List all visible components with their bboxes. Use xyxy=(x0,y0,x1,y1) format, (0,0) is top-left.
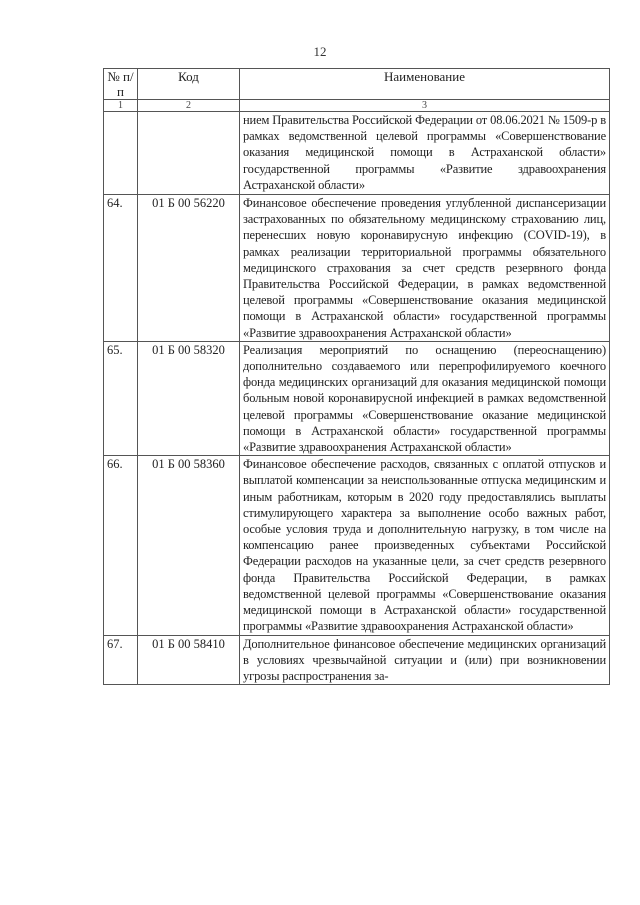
row-name: Финансовое обеспечение проведения углубленной диспансеризации застрахованных по обязательному медицинскому страхованию лиц, перенесших новую коронавирусную инфекцию (COVID-19), в рамках реализации территориальной программы обязательного медицинского страхования за счет средств резервного фонда Правительства Российской Федерации, в рамках ведомственной целевой программы «Совершенствование оказания медицинской помощи в Астраханской области» государственной программы «Развитие здравоохранения Астраханской области» xyxy=(240,195,610,342)
table-row xyxy=(104,456,610,635)
row-code: 01 Б 00 58410 xyxy=(138,635,240,685)
header-num: № п/п xyxy=(104,69,138,100)
column-number: 2 xyxy=(138,100,240,112)
row-num: 65. xyxy=(104,341,138,455)
column-number-row xyxy=(104,100,610,112)
row-code: 01 Б 00 58320 xyxy=(138,341,240,455)
row-num: 64. xyxy=(104,195,138,342)
page-number: 12 xyxy=(313,44,327,59)
budget-code-table xyxy=(103,68,610,685)
column-number: 3 xyxy=(240,100,610,112)
row-num: 66. xyxy=(104,456,138,635)
header-code: Код xyxy=(138,69,240,100)
row-code: 01 Б 00 56220 xyxy=(138,195,240,342)
row-num-empty xyxy=(104,112,138,195)
row-name: Финансовое обеспечение расходов, связанных с оплатой отпусков и выплатой компенсации за неиспользованные отпуска медицинским и иным работникам, которым в 2020 году предоставлялись выплаты стимулирующего характера за выполнение особо важных работ, особые условия труда и дополнительную нагрузку, в том числе на компенсацию ранее произведенных субъектами Российской Федерации расходов на указанные цели, за счет средств резервного фонда Правительства Российской Федерации, в рамках ведомственной целевой программы «Совершенствование оказания медицинской помощи в Астраханской области» государственной программы «Развитие здравоохранения Астраханской области» xyxy=(240,456,610,635)
row-name: нием Правительства Российской Федерации от 08.06.2021 № 1509-р в рамках ведомственной целевой программы «Совершенствование оказания медицинской помощи в Астраханской области» государственной программы «Развитие здравоохранения Астраханской области» xyxy=(240,112,610,195)
table-row xyxy=(104,195,610,342)
row-num: 67. xyxy=(104,635,138,685)
table-row xyxy=(104,635,610,685)
table-header-row xyxy=(104,69,610,100)
row-code-empty xyxy=(138,112,240,195)
row-code: 01 Б 00 58360 xyxy=(138,456,240,635)
table-row xyxy=(104,341,610,455)
column-number: 1 xyxy=(104,100,138,112)
header-name: Наименование xyxy=(240,69,610,100)
row-name: Реализация мероприятий по оснащению (переоснащению) дополнительно создаваемого или перепрофилируемого коечного фонда медицинских организаций для оказания медицинской помощи больным новой коронавирусной инфекцией в рамках ведомственной целевой программы «Совершенствование оказание медицинской помощи в Астраханской области» государственной программы «Развитие здравоохранения Астраханской области» xyxy=(240,341,610,455)
row-name: Дополнительное финансовое обеспечение медицинских организаций в условиях чрезвычайной ситуации и (или) при возникновении угрозы распространения за- xyxy=(240,635,610,685)
table-row-continuation xyxy=(104,112,610,195)
